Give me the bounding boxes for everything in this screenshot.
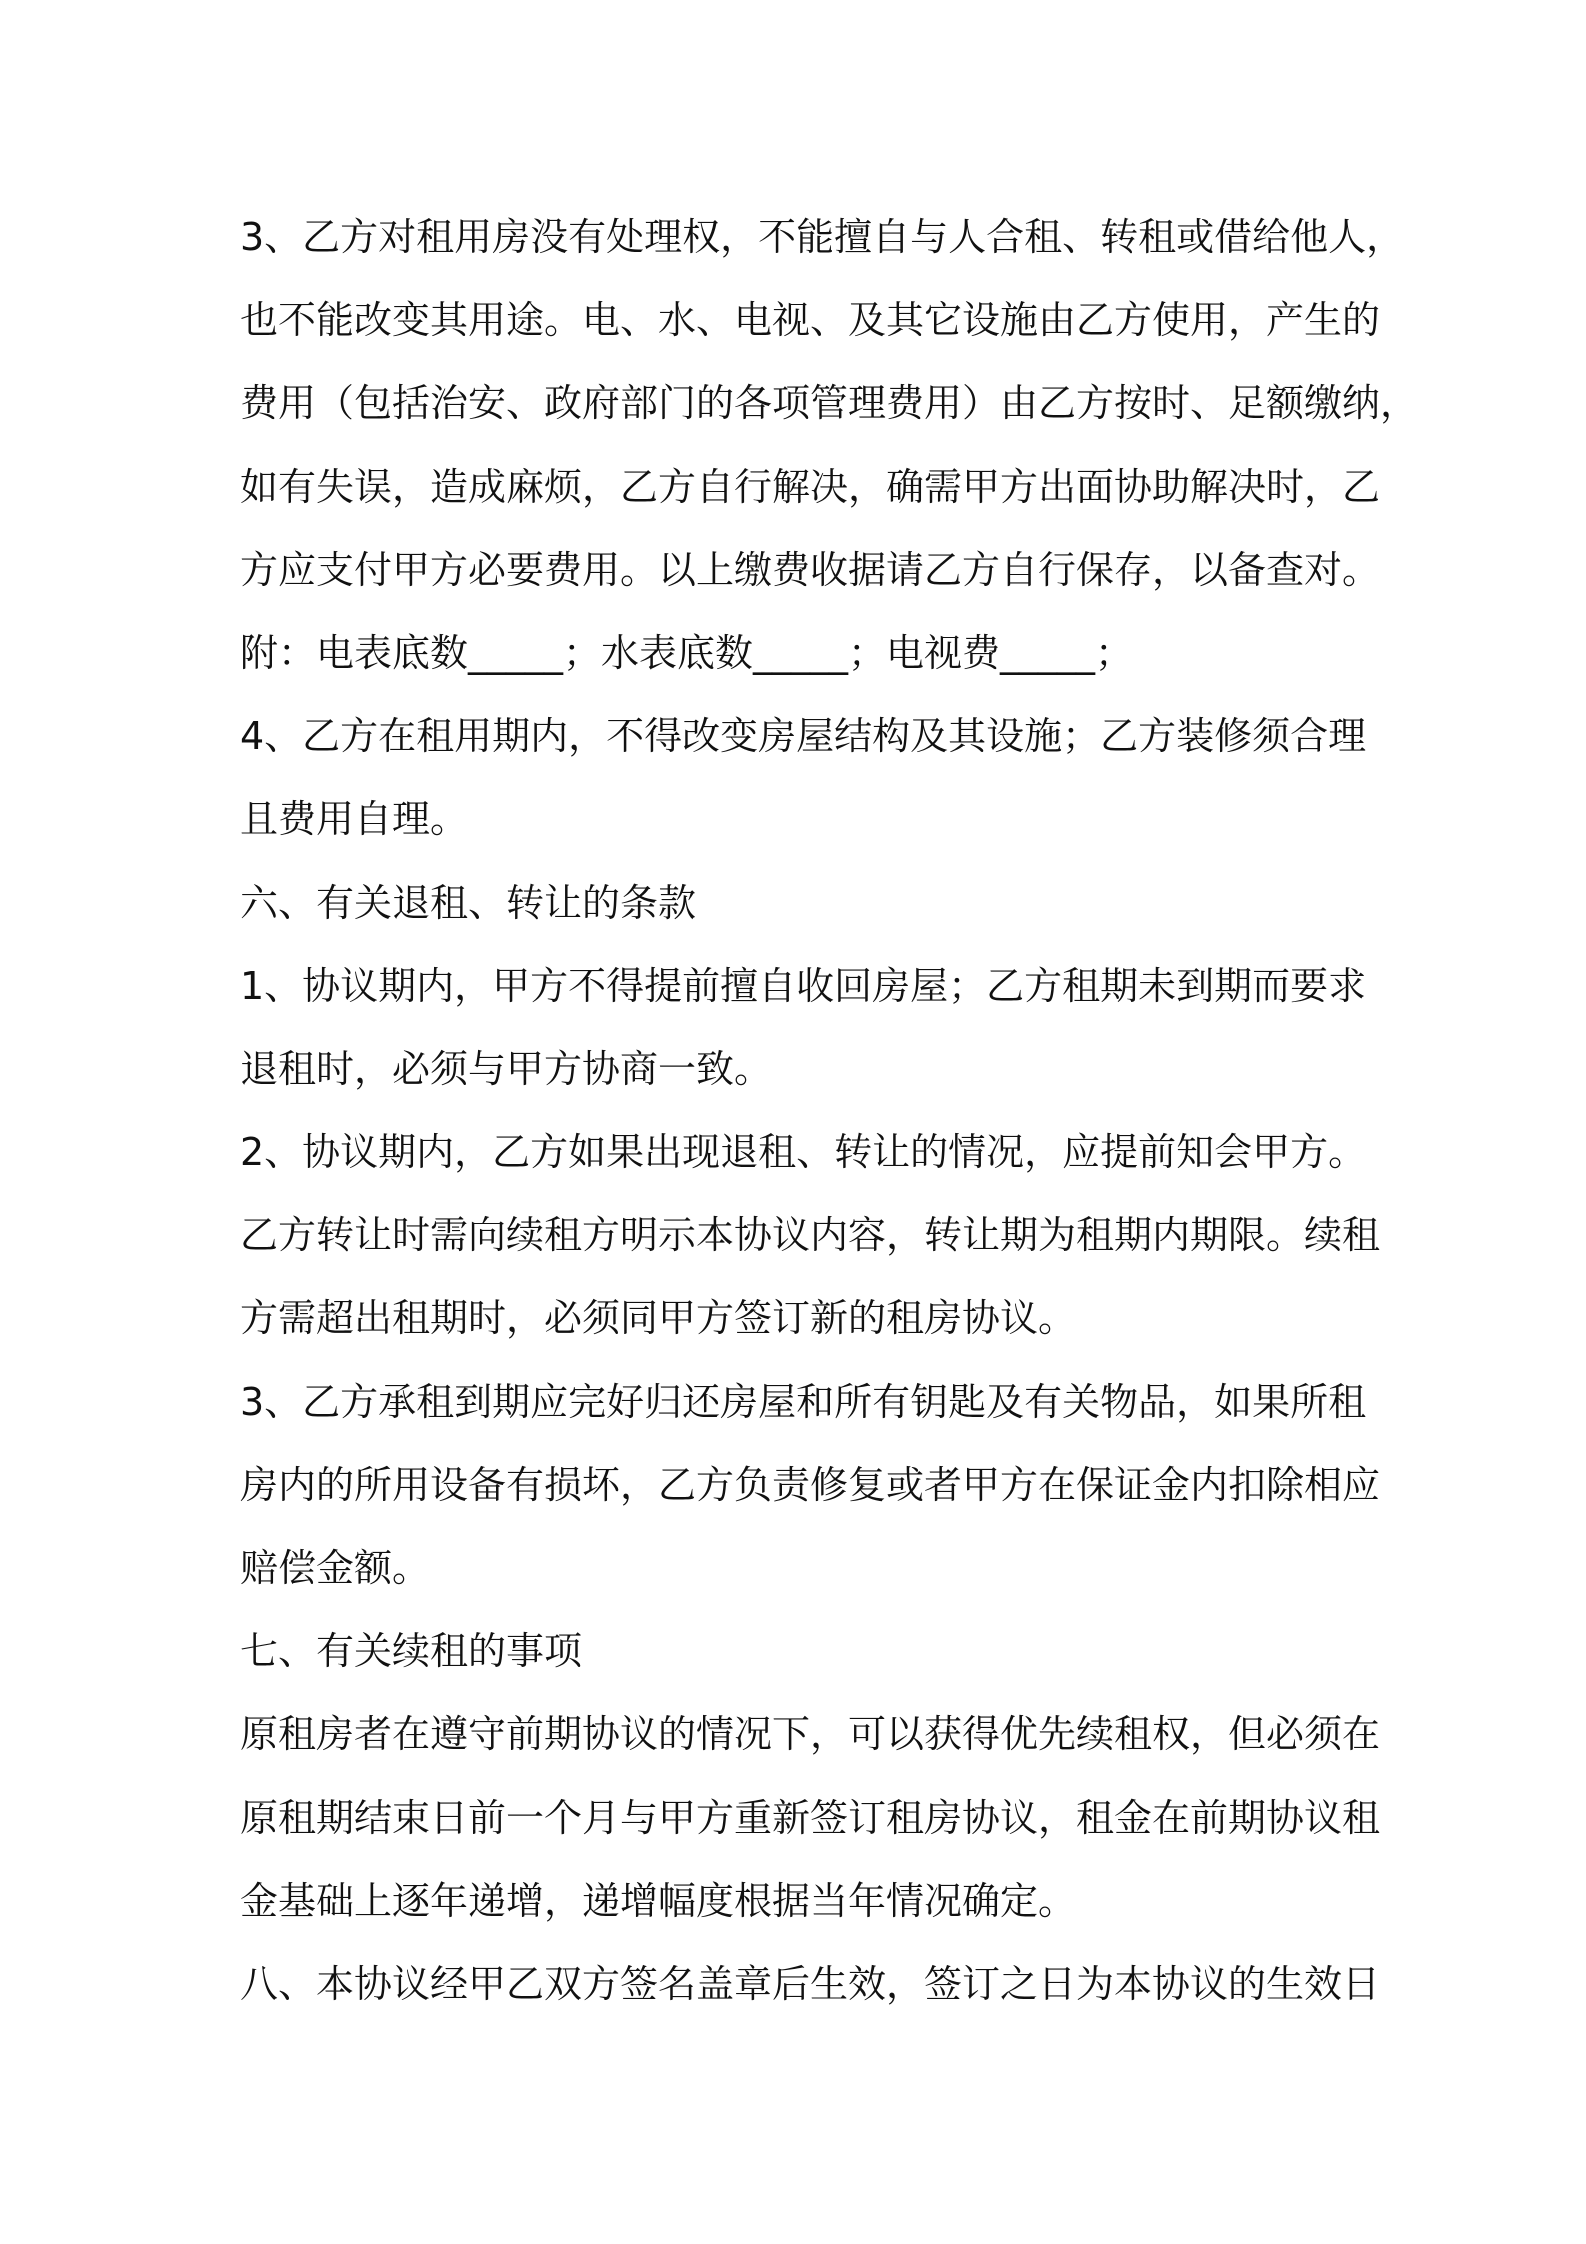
text-line: 原租房者在遵守前期协议的情况下，可以获得优先续租权，但必须在: [240, 1712, 1381, 1757]
text-line: 乙方转让时需向续租方明示本协议内容，转让期为租期内期限。续租: [240, 1213, 1381, 1258]
text-line: 金基础上逐年递增，递增幅度根据当年情况确定。: [240, 1878, 1077, 1923]
section-heading-8: 八、本协议经甲乙双方签名盖章后生效，签订之日为本协议的生效日: [240, 1961, 1381, 2006]
text-line: 4、乙方在租用期内，不得改变房屋结构及其设施；乙方装修须合理: [240, 714, 1367, 759]
text-line: 且费用自理。: [240, 797, 469, 842]
text-line: 方应支付甲方必要费用。以上缴费收据请乙方自行保存，以备查对。: [240, 547, 1381, 592]
text-line: 方需超出租期时，必须同甲方签订新的租房协议。: [240, 1296, 1077, 1341]
section-heading-7: 七、有关续租的事项: [240, 1629, 583, 1674]
section-heading-6: 六、有关退租、转让的条款: [240, 880, 697, 925]
document-body: [240, 196, 1419, 2026]
text-line: 费用（包括治安、政府部门的各项管理费用）由乙方按时、足额缴纳，: [240, 381, 1419, 426]
text-line: 房内的所用设备有损坏，乙方负责修复或者甲方在保证金内扣除相应: [240, 1462, 1381, 1507]
text-line: 3、乙方承租到期应完好归还房屋和所有钥匙及有关物品，如果所租: [240, 1379, 1367, 1424]
text-line: 如有失误，造成麻烦，乙方自行解决，确需甲方出面协助解决时，乙: [240, 464, 1381, 509]
text-line: 1、协议期内，甲方不得提前擅自收回房屋；乙方租期未到期而要求: [240, 963, 1367, 1008]
text-line: 赔偿金额。: [240, 1546, 431, 1590]
text-line: 退租时，必须与甲方协商一致。: [240, 1046, 773, 1091]
text-line: 原租期结束日前一个月与甲方重新签订租房协议，租金在前期协议租: [240, 1795, 1381, 1840]
text-line: 也不能改变其用途。电、水、电视、及其它设施由乙方使用，产生的: [240, 298, 1381, 343]
text-line: 2、协议期内，乙方如果出现退租、转让的情况，应提前知会甲方。: [240, 1130, 1367, 1175]
meter-readings-line: 附：电表底数_____；水表底数_____；电视费_____；: [240, 630, 1134, 675]
text-line: 3、乙方对租用房没有处理权，不能擅自与人合租、转租或借给他人，: [240, 215, 1405, 259]
